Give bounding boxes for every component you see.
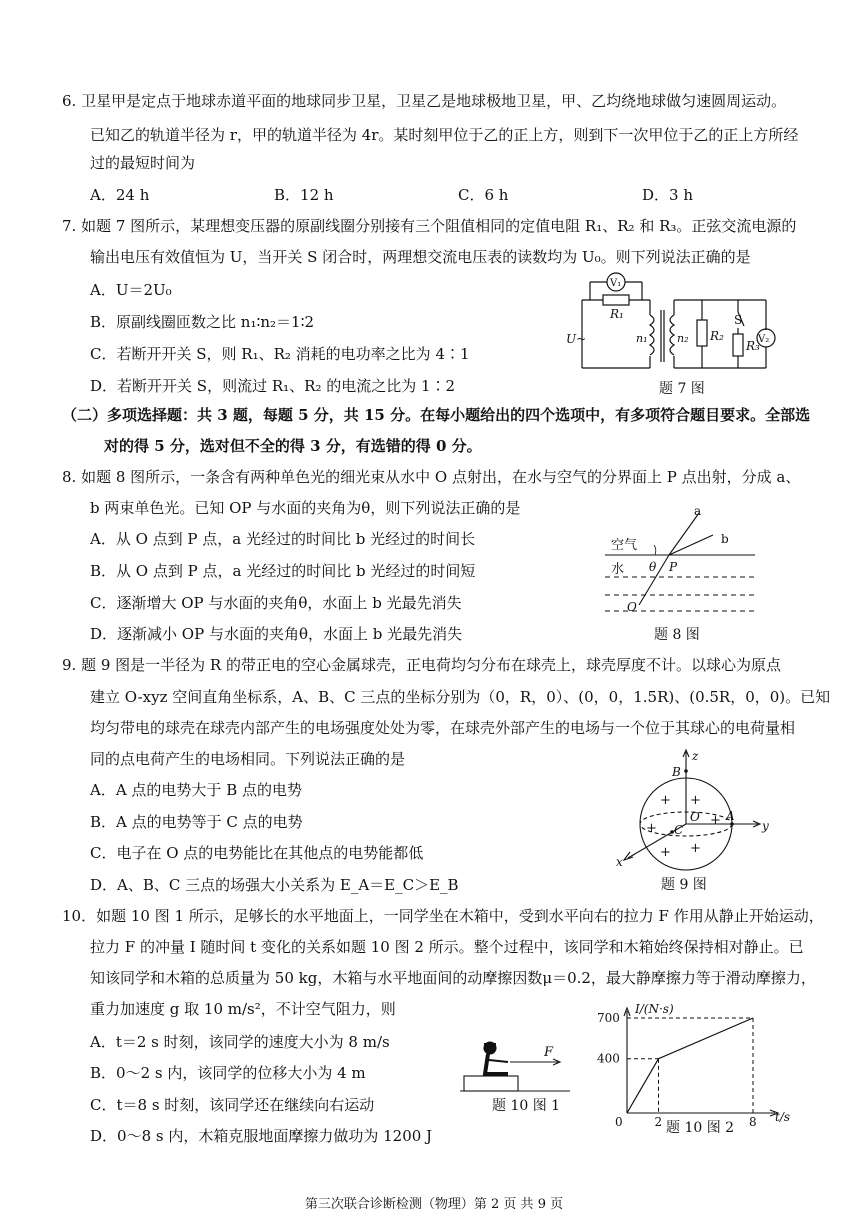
q8-option-d: D．逐渐减小 OP 与水面的夹角θ，水面上 b 光最先消失 — [90, 625, 463, 643]
q9-figure-caption: 题 9 图 — [661, 877, 707, 893]
q10-figure-2-caption: 题 10 图 2 — [666, 1120, 735, 1136]
q9-sphere-figure — [610, 748, 780, 876]
y-tick-label: 700 — [597, 1011, 620, 1025]
chart-y-label: I/(N·s) — [635, 1002, 674, 1016]
q9-line-4: 同的点电荷产生的电场相同。下列说法正确的是 — [90, 750, 406, 768]
q6-line-2: 已知乙的轨道半径为 r，甲的轨道半径为 4r。某时刻甲位于乙的正上方，则到下一次甲位于乙的正上方所经 — [90, 126, 799, 144]
svg-text:+: + — [690, 841, 701, 856]
q10-line-4: 重力加速度 g 取 10 m/s²，不计空气阻力，则 — [90, 1000, 396, 1018]
q6-line-1: 6. 卫星甲是定点于地球赤道平面的地球同步卫星，卫星乙是地球极地卫星，甲、乙均绕地球做匀速圆周运动。 — [62, 92, 787, 110]
o-point-label: O — [627, 600, 637, 614]
svg-text:+: + — [690, 793, 701, 808]
v2-label: V₂ — [758, 334, 770, 345]
x-tick-label: 8 — [749, 1115, 757, 1129]
air-label: 空气 — [611, 538, 638, 553]
switch-label: S — [734, 313, 743, 327]
q10-option-b: B．0～2 s 内，该同学的位移大小为 4 m — [90, 1064, 366, 1082]
r2-label: R₂ — [710, 329, 724, 343]
chart-x-label: t/s — [775, 1110, 791, 1124]
q9-option-b: B．A 点的电势等于 C 点的电势 — [90, 813, 303, 831]
y-tick-label: 400 — [597, 1051, 620, 1066]
q7-option-a: A．U＝2U₀ — [90, 281, 172, 299]
point-c-label: C — [674, 823, 684, 837]
q7-option-b: B．原副线圈匝数之比 n₁∶n₂＝1∶2 — [90, 313, 315, 331]
q9-option-d: D．A、B、C 三点的场强大小关系为 E_A＝E_C＞E_B — [90, 876, 459, 894]
q10-option-c: C．t＝8 s 时刻，该同学还在继续向右运动 — [90, 1096, 375, 1114]
point-a-label: A — [726, 809, 735, 823]
section2-line-1: （二）多项选择题：共 3 题，每题 5 分，共 15 分。在每小题给出的四个选项中，有多项符合题目要求。全部选 — [62, 406, 811, 424]
x-axis-label: x — [616, 855, 623, 869]
z-axis-label: z — [692, 749, 699, 763]
q9-line-1: 9. 题 9 图是一半径为 R 的带正电的空心金属球壳，正电荷均匀分布在球壳上，球壳厚度不计。以球心为原点 — [62, 656, 781, 674]
q7-option-d: D．若断开开关 S，则流过 R₁、R₂ 的电流之比为 1∶2 — [90, 377, 456, 395]
r3-label: R₃ — [746, 339, 760, 353]
n1-label: n₁ — [636, 332, 648, 345]
page-footer: 第三次联合诊断检测（物理）第 2 页 共 9 页 — [304, 1197, 564, 1212]
svg-text:+: + — [660, 845, 671, 860]
ray-a-label: a — [694, 504, 702, 518]
q8-line-2: b 两束单色光。已知 OP 与水面的夹角为θ，则下列说法正确的是 — [90, 499, 521, 517]
v1-label: V₁ — [610, 278, 622, 289]
q9-option-a: A．A 点的电势大于 B 点的电势 — [90, 781, 302, 799]
q10-option-a: A．t＝2 s 时刻，该同学的速度大小为 8 m/s — [90, 1033, 390, 1051]
x-tick-label: 0 — [615, 1115, 623, 1129]
q8-option-c: C．逐渐增大 OP 与水面的夹角θ，水面上 b 光最先消失 — [90, 594, 462, 612]
q10-figure-1 — [460, 1038, 570, 1098]
x-tick-label: 2 — [654, 1115, 663, 1129]
n2-label: n₂ — [677, 332, 689, 345]
q8-option-a: A．从 O 点到 P 点，a 光经过的时间比 b 光经过的时间长 — [90, 530, 476, 548]
q7-line-2: 输出电压有效值恒为 U，当开关 S 闭合时，两理想交流电压表的读数均为 U₀。则下列说法正确的是 — [90, 248, 751, 266]
q9-line-2: 建立 O-xyz 空间直角坐标系，A、B、C 三点的坐标分别为（0，R，0）、(0，0，1.5R)、(0.5R，0，0)。已知 — [90, 688, 831, 706]
theta-label: θ — [649, 560, 657, 574]
svg-text:+: + — [646, 821, 657, 836]
y-axis-label: y — [762, 819, 769, 833]
q10-line-3: 知该同学和木箱的总质量为 50 kg，木箱与水平地面间的动摩擦因数μ＝0.2，最大静摩擦力等于滑动摩擦力， — [90, 969, 816, 987]
svg-text:+: + — [710, 813, 721, 828]
q6-option-c: C．6 h — [458, 186, 509, 204]
q6-option-d: D．3 h — [642, 186, 693, 204]
q10-line-1: 10．如题 10 图 1 所示，足够长的水平地面上，一同学坐在木箱中，受到水平向右的拉力 F 作用从静止开始运动， — [62, 907, 824, 925]
q6-option-a: A．24 h — [90, 186, 150, 204]
p-point-label: P — [669, 560, 678, 574]
q7-circuit-figure — [566, 268, 790, 378]
svg-text:+: + — [660, 793, 671, 808]
q7-line-1: 7. 如题 7 图所示，某理想变压器的原副线圈分别接有三个阻值相同的定值电阻 R₁、R₂ 和 R₃。正弦交流电源的 — [62, 217, 797, 235]
q8-option-b: B．从 O 点到 P 点，a 光经过的时间比 b 光经过的时间短 — [90, 562, 476, 580]
q8-refraction-figure — [605, 505, 755, 620]
q8-line-1: 8. 如题 8 图所示，一条含有两种单色光的细光束从水中 O 点射出，在水与空气的分界面上 P 点出射，分成 a、 — [62, 468, 801, 486]
q8-figure-caption: 题 8 图 — [654, 627, 700, 643]
origin-label: O — [690, 810, 700, 824]
q10-figure-1-caption: 题 10 图 1 — [492, 1098, 561, 1114]
force-f-label: F — [544, 1045, 554, 1060]
water-label: 水 — [611, 562, 625, 577]
point-b-label: B — [672, 765, 681, 779]
ray-b-label: b — [721, 532, 729, 546]
q9-line-3: 均匀带电的球壳在球壳内部产生的电场强度处处为零，在球壳外部产生的电场与一个位于其球心的电荷量相 — [90, 719, 796, 737]
q7-figure-caption: 题 7 图 — [659, 381, 705, 397]
q6-option-b: B．12 h — [274, 186, 334, 204]
u-label: U~ — [566, 332, 587, 346]
section2-line-2: 对的得 5 分，选对但不全的得 3 分，有选错的得 0 分。 — [104, 437, 482, 455]
q6-line-3: 过的最短时间为 — [90, 154, 196, 172]
q7-option-c: C．若断开开关 S，则 R₁、R₂ 消耗的电功率之比为 4∶1 — [90, 345, 470, 363]
q10-option-d: D．0～8 s 内，木箱克服地面摩擦力做功为 1200 J — [90, 1127, 433, 1145]
q10-line-2: 拉力 F 的冲量 I 随时间 t 变化的关系如题 10 图 2 所示。整个过程中，该同学和木箱始终保持相对静止。已 — [90, 938, 804, 956]
r1-label: R₁ — [610, 307, 624, 321]
q9-option-c: C．电子在 O 点的电势能比在其他点的电势能都低 — [90, 844, 424, 862]
